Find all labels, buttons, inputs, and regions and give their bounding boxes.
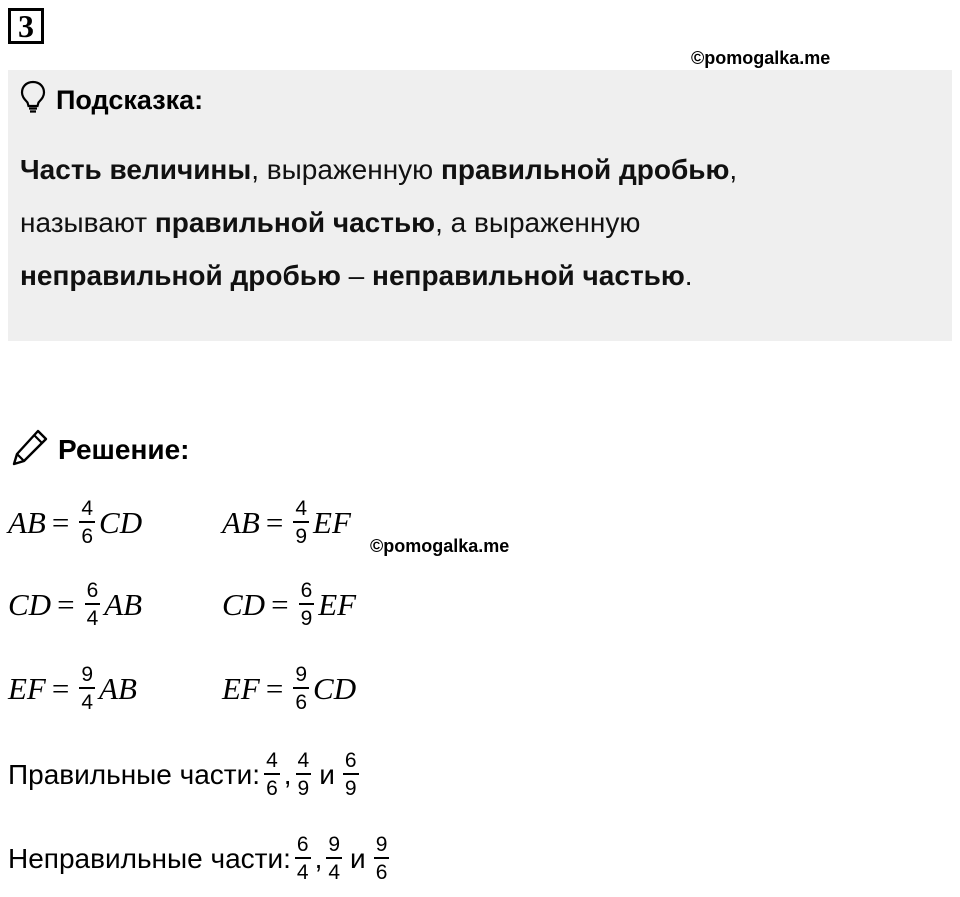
solution-title-text: Решение: bbox=[58, 434, 190, 465]
denominator: 9 bbox=[300, 607, 313, 630]
numerator: 6 bbox=[300, 579, 313, 602]
fraction bbox=[79, 498, 95, 547]
fraction bbox=[79, 664, 95, 713]
denominator: 6 bbox=[81, 525, 94, 548]
fraction bbox=[295, 834, 311, 883]
denominator: 6 bbox=[375, 861, 388, 884]
eq-lhs: CD bbox=[222, 586, 266, 622]
term-proper-part: правильной частью bbox=[154, 207, 436, 238]
term-part: Часть величины bbox=[20, 154, 252, 185]
eq-op: = bbox=[265, 670, 284, 706]
fraction bbox=[85, 580, 101, 629]
denominator: 6 bbox=[266, 777, 278, 800]
hint-line-3 bbox=[20, 249, 940, 302]
equation bbox=[222, 664, 356, 713]
eq-lhs: CD bbox=[8, 586, 52, 622]
improper-parts-line bbox=[8, 834, 393, 883]
hint-title-text: Подсказка: bbox=[56, 84, 204, 115]
numerator: 4 bbox=[81, 497, 94, 520]
fraction bbox=[296, 750, 312, 799]
fraction bbox=[374, 834, 390, 883]
eq-rhs: AB bbox=[99, 670, 137, 706]
comma: , bbox=[314, 842, 323, 874]
hint-text bbox=[20, 143, 940, 302]
comma: , bbox=[283, 758, 292, 790]
hint-text-span: , выраженную bbox=[251, 154, 441, 185]
watermark: ©pomogalka.me bbox=[691, 48, 831, 68]
numerator: 4 bbox=[297, 749, 310, 772]
improper-parts-label: Неправильные части: bbox=[8, 842, 291, 874]
denominator: 9 bbox=[297, 777, 310, 800]
hint-text-span: . bbox=[684, 260, 693, 291]
numerator: 6 bbox=[344, 749, 357, 772]
fraction bbox=[343, 750, 359, 799]
fraction bbox=[293, 498, 309, 547]
eq-op: = bbox=[57, 586, 75, 622]
denominator: 9 bbox=[344, 777, 357, 800]
eq-rhs: CD bbox=[313, 670, 357, 706]
denominator: 6 bbox=[295, 691, 308, 714]
fraction bbox=[326, 834, 342, 883]
eq-op: = bbox=[51, 504, 70, 540]
lightbulb-icon bbox=[20, 80, 46, 121]
hint-line-2 bbox=[20, 196, 940, 249]
proper-parts-label: Правильные части: bbox=[8, 758, 261, 790]
eq-lhs: EF bbox=[222, 670, 260, 706]
hint-text-span: – bbox=[340, 260, 373, 291]
equation bbox=[222, 580, 356, 629]
numerator: 4 bbox=[295, 497, 308, 520]
eq-lhs: AB bbox=[8, 504, 46, 540]
solution-title bbox=[10, 428, 189, 472]
equation bbox=[222, 498, 351, 547]
denominator: 9 bbox=[295, 525, 308, 548]
hint-text-span: , а выраженную bbox=[435, 207, 641, 238]
pencil-icon bbox=[10, 427, 50, 474]
term-improper-fraction: неправильной дробью bbox=[20, 260, 341, 291]
numerator: 9 bbox=[295, 663, 308, 686]
denominator: 4 bbox=[328, 861, 341, 884]
numerator: 4 bbox=[266, 749, 278, 772]
eq-lhs: AB bbox=[222, 504, 260, 540]
hint-text-span: , bbox=[729, 154, 738, 185]
eq-rhs: AB bbox=[104, 586, 143, 622]
conjunction: и bbox=[350, 842, 366, 874]
hint-line-1 bbox=[20, 143, 940, 196]
watermark: ©pomogalka.me bbox=[370, 536, 510, 556]
conjunction: и bbox=[319, 758, 335, 790]
term-proper-fraction: правильной дробью bbox=[440, 154, 730, 185]
numerator: 6 bbox=[86, 579, 99, 602]
numerator: 9 bbox=[328, 833, 341, 856]
numerator: 9 bbox=[81, 663, 94, 686]
equation bbox=[8, 664, 137, 713]
fraction bbox=[299, 580, 315, 629]
hint-text-span: называют bbox=[20, 207, 155, 238]
eq-op: = bbox=[271, 586, 289, 622]
fraction bbox=[293, 664, 309, 713]
eq-lhs: EF bbox=[8, 670, 46, 706]
eq-rhs: EF bbox=[313, 504, 351, 540]
denominator: 4 bbox=[81, 691, 94, 714]
eq-op: = bbox=[51, 670, 70, 706]
task-number: 3 bbox=[8, 8, 44, 44]
equation bbox=[8, 498, 142, 547]
denominator: 4 bbox=[296, 861, 309, 884]
numerator: 9 bbox=[375, 833, 388, 856]
equation bbox=[8, 580, 142, 629]
numerator: 6 bbox=[296, 833, 309, 856]
term-improper-part: неправильной частью bbox=[372, 260, 685, 291]
proper-parts-line bbox=[8, 750, 363, 799]
fraction bbox=[264, 750, 280, 799]
eq-rhs: CD bbox=[99, 504, 143, 540]
denominator: 4 bbox=[86, 607, 99, 630]
eq-rhs: EF bbox=[318, 586, 357, 622]
eq-op: = bbox=[265, 504, 284, 540]
hint-title bbox=[20, 82, 203, 118]
